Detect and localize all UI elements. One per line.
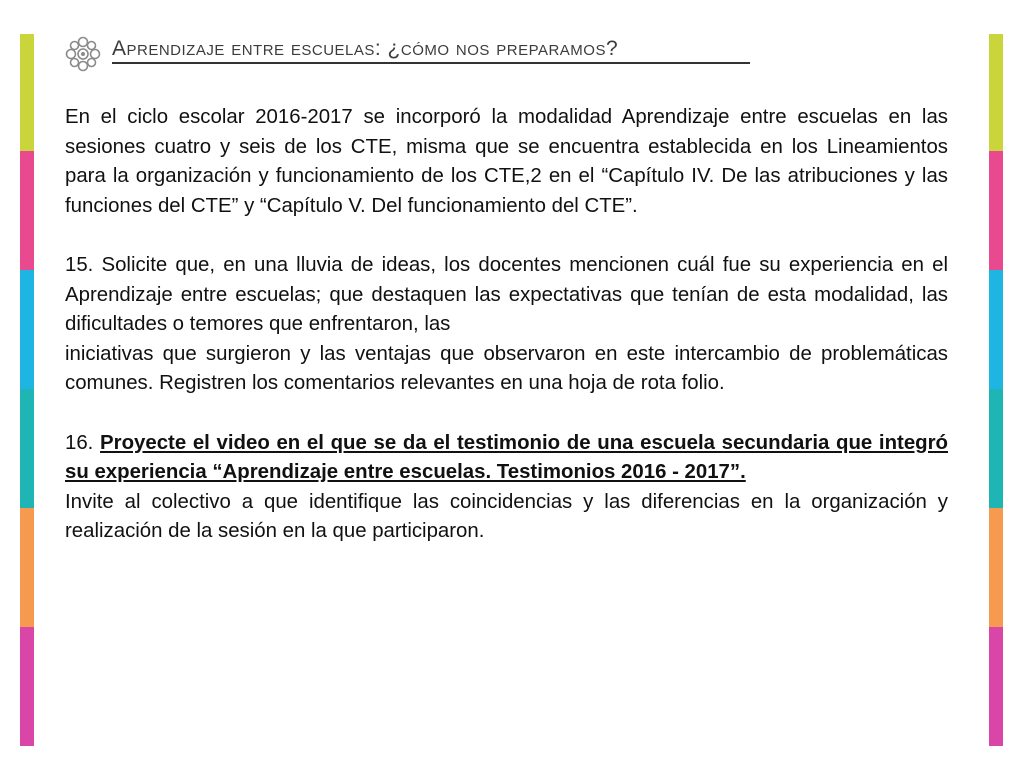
page-title: Aprendizaje entre escuelas: ¿cómo nos preparamos?	[112, 37, 619, 60]
stripe-segment	[20, 270, 34, 389]
video-instruction: Proyecte el video en el que se da el testimonio de una escuela secundaria que integró su experiencia “Aprendizaje entre escuelas. Testimonios 2016 - 2017”.	[65, 431, 949, 484]
stripe-segment	[989, 627, 1003, 746]
left-color-stripe	[20, 34, 34, 746]
stripe-segment	[20, 34, 34, 151]
stripe-segment	[989, 508, 1003, 627]
stripe-segment	[989, 270, 1003, 389]
stripe-segment	[989, 389, 1003, 508]
stripe-segment	[20, 627, 34, 746]
paragraph-spacer	[65, 399, 948, 429]
stripe-segment	[20, 389, 34, 508]
body-paragraph: 15. Solicite que, en una lluvia de ideas, los docentes mencionen cuál fue su experiencia en el Aprendizaje entre escuelas; que destaquen las expectativas que tenían de esta modalidad, las dificultades o temores que enfrentaron, las	[65, 253, 948, 336]
stripe-segment	[20, 508, 34, 627]
item-number: 16.	[65, 431, 101, 454]
stripe-segment	[989, 34, 1003, 151]
paragraph-spacer	[65, 221, 948, 251]
title-underline	[112, 62, 750, 64]
ornament-logo-icon	[62, 33, 104, 75]
stripe-segment	[20, 151, 34, 270]
stripe-segment	[989, 151, 1003, 270]
right-color-stripe	[989, 34, 1003, 746]
slide-body	[65, 103, 948, 547]
body-paragraph: En el ciclo escolar 2016-2017 se incorporó la modalidad Aprendizaje entre escuelas en las sesiones cuatro y seis de los CTE, misma que se encuentra establecida en los Lineamientos para la organización y funcionamiento de los CTE,2 en el “Capítulo IV. De las atribuciones y las funciones del CTE” y “Capítulo V. Del funcionamiento del CTE”.	[65, 106, 948, 217]
body-paragraph: Invite al colectivo a que identifique las coincidencias y las diferencias en la organización y realización de la sesión en la que participaron.	[65, 490, 948, 543]
slide-header	[62, 33, 692, 69]
body-paragraph: iniciativas que surgieron y las ventajas que observaron en este intercambio de problemáticas comunes. Registren los comentarios relevantes en una hoja de rota folio.	[65, 342, 948, 395]
item-16	[65, 429, 948, 488]
